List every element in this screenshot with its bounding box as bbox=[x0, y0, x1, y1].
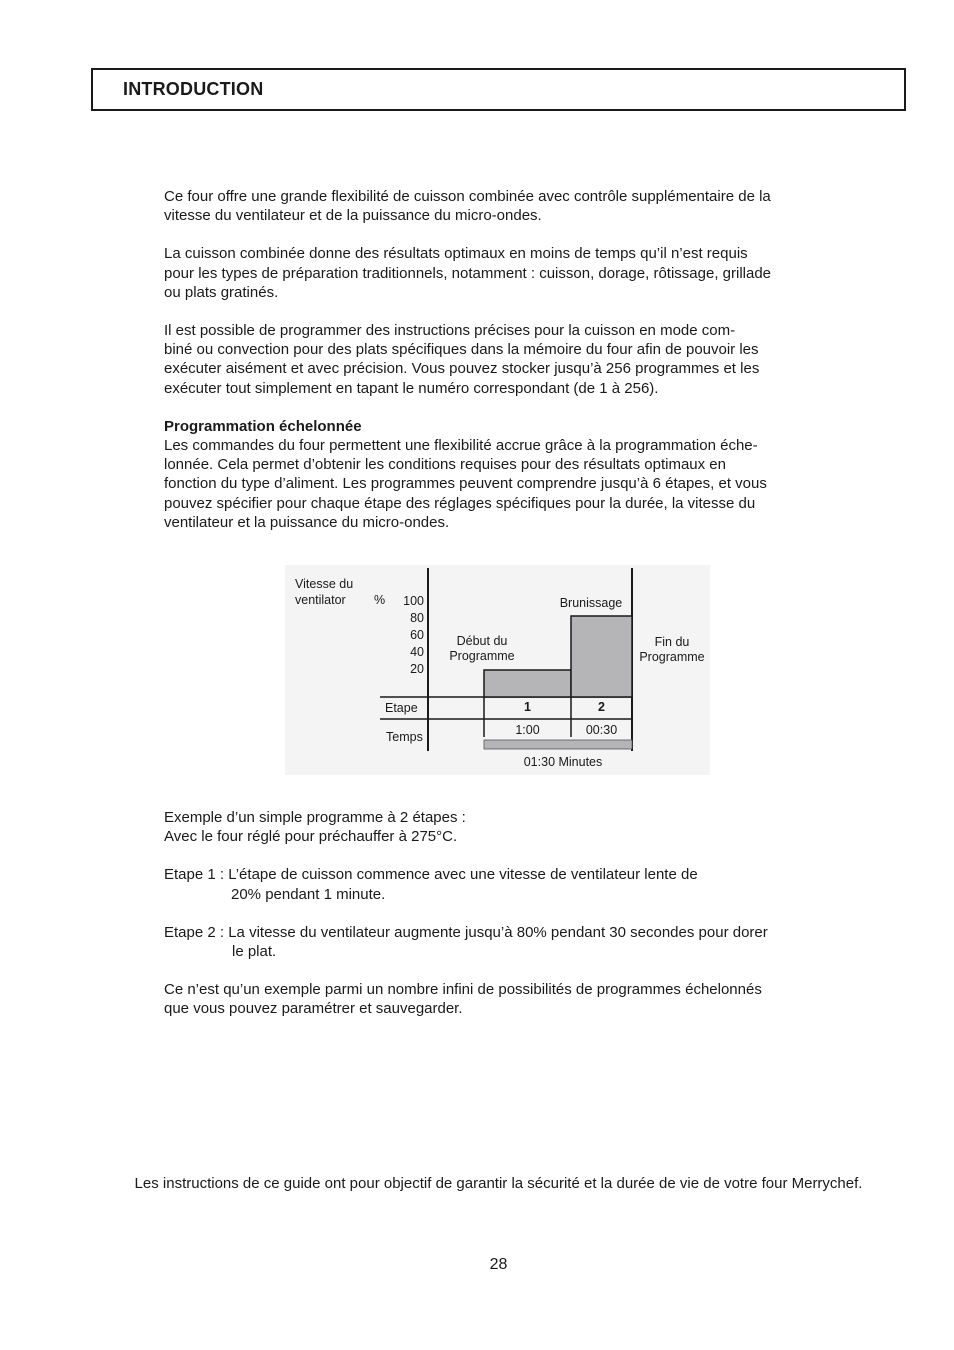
text-line: vitesse du ventilateur et de la puissance du micro-ondes. bbox=[164, 207, 542, 225]
text-line: lonnée. Cela permet d’obtenir les conditions requises pour des résultats optimaux en bbox=[164, 456, 726, 474]
row-label-time: Temps bbox=[386, 730, 423, 744]
text-line: ou plats gratinés. bbox=[164, 283, 279, 301]
row-label-step: Etape bbox=[385, 701, 418, 715]
text-line: 20% pendant 1 minute. bbox=[231, 885, 386, 903]
stage-time-label: 00:30 bbox=[585, 723, 618, 737]
text-line: exécuter aisément et avec précision. Vous pouvez stocker jusqu’à 256 programmes et les bbox=[164, 360, 760, 378]
text-line: Il est possible de programmer des instructions précises pour la cuisson en mode com- bbox=[164, 322, 736, 340]
stage-number-label: 2 bbox=[598, 700, 605, 714]
text-line: Les commandes du four permettent une flexibilité accrue grâce à la programmation éche- bbox=[164, 437, 758, 455]
annotation-end-line2: Programme bbox=[639, 650, 705, 664]
y-tick-label: 80 bbox=[410, 611, 424, 625]
paragraph-closing bbox=[164, 980, 824, 1018]
text-line: fonction du type d’aliment. Les programmes peuvent comprendre jusqu’à 6 étapes, et vous bbox=[164, 475, 767, 493]
bar-stage-2 bbox=[571, 616, 632, 697]
text-line: Etape 2 : La vitesse du ventilateur augmente jusqu’à 80% pendant 30 secondes pour dorer bbox=[164, 923, 768, 941]
paragraph-step2 bbox=[164, 923, 824, 961]
text-line: Ce n’est qu’un exemple parmi un nombre infini de possibilités de programmes échelonnés bbox=[164, 981, 762, 999]
annotation-browning: Brunissage bbox=[559, 596, 623, 610]
text-line: biné ou convection pour des plats spécifiques dans la mémoire du four afin de pouvoir les bbox=[164, 341, 759, 359]
staged-program-chart bbox=[285, 565, 710, 775]
total-duration-bar bbox=[484, 740, 632, 749]
bar-stage-1 bbox=[484, 670, 571, 697]
yunit-label: % bbox=[374, 593, 386, 607]
ylabel-line2: ventilator bbox=[295, 593, 346, 607]
annotation-start-line2: Programme bbox=[449, 649, 515, 663]
text-line: exécuter tout simplement en tapant le numéro correspondant (de 1 à 256). bbox=[164, 379, 659, 397]
paragraph-example bbox=[164, 808, 824, 846]
paragraph-step1 bbox=[164, 865, 824, 903]
paragraph-staged bbox=[164, 436, 824, 532]
annotation-end-line1: Fin du bbox=[654, 635, 690, 649]
y-tick-label: 20 bbox=[410, 662, 424, 676]
y-tick-label: 100 bbox=[403, 594, 424, 608]
text-line: La cuisson combinée donne des résultats optimaux en moins de temps qu’il n’est requis bbox=[164, 245, 748, 263]
text-line: que vous pouvez paramétrer et sauvegarder. bbox=[164, 1000, 463, 1018]
paragraph-intro bbox=[164, 187, 824, 225]
total-duration-label: 01:30 Minutes bbox=[523, 755, 603, 769]
example-content bbox=[164, 808, 824, 1019]
ylabel-line1: Vitesse du bbox=[295, 577, 354, 591]
y-tick-label: 40 bbox=[410, 645, 424, 659]
y-tick-label: 60 bbox=[410, 628, 424, 642]
text-line: Ce four offre une grande flexibilité de cuisson combinée avec contrôle supplémentaire de la bbox=[164, 188, 771, 205]
page-number: 28 bbox=[489, 1256, 508, 1273]
text-line: Exemple d’un simple programme à 2 étapes : bbox=[164, 809, 466, 826]
footer-note: Les instructions de ce guide ont pour objectif de garantir la sécurité et la durée de vie de votre four Merrychef. bbox=[134, 1175, 863, 1192]
chart-svg bbox=[285, 565, 710, 775]
annotation-start-line1: Début du bbox=[456, 634, 508, 648]
stage-time-label: 1:00 bbox=[515, 723, 540, 737]
main-content bbox=[164, 187, 824, 532]
header-box bbox=[91, 68, 906, 111]
text-line: Avec le four réglé pour préchauffer à 275°C. bbox=[164, 828, 458, 846]
subheading: Programmation échelonnée bbox=[164, 417, 362, 435]
page-title: INTRODUCTION bbox=[123, 79, 264, 99]
paragraph-combined bbox=[164, 244, 824, 302]
paragraph-programming bbox=[164, 321, 824, 398]
text-line: pouvez spécifier pour chaque étape des réglages spécifiques pour la durée, la vitesse du bbox=[164, 494, 756, 512]
text-line: le plat. bbox=[232, 943, 277, 961]
stage-number-label: 1 bbox=[524, 700, 531, 714]
text-line: ventilateur et la puissance du micro-ondes. bbox=[164, 513, 450, 531]
text-line: Etape 1 : L’étape de cuisson commence avec une vitesse de ventilateur lente de bbox=[164, 866, 698, 884]
text-line: pour les types de préparation traditionnels, notamment : cuisson, dorage, rôtissage, grillade bbox=[164, 264, 772, 282]
